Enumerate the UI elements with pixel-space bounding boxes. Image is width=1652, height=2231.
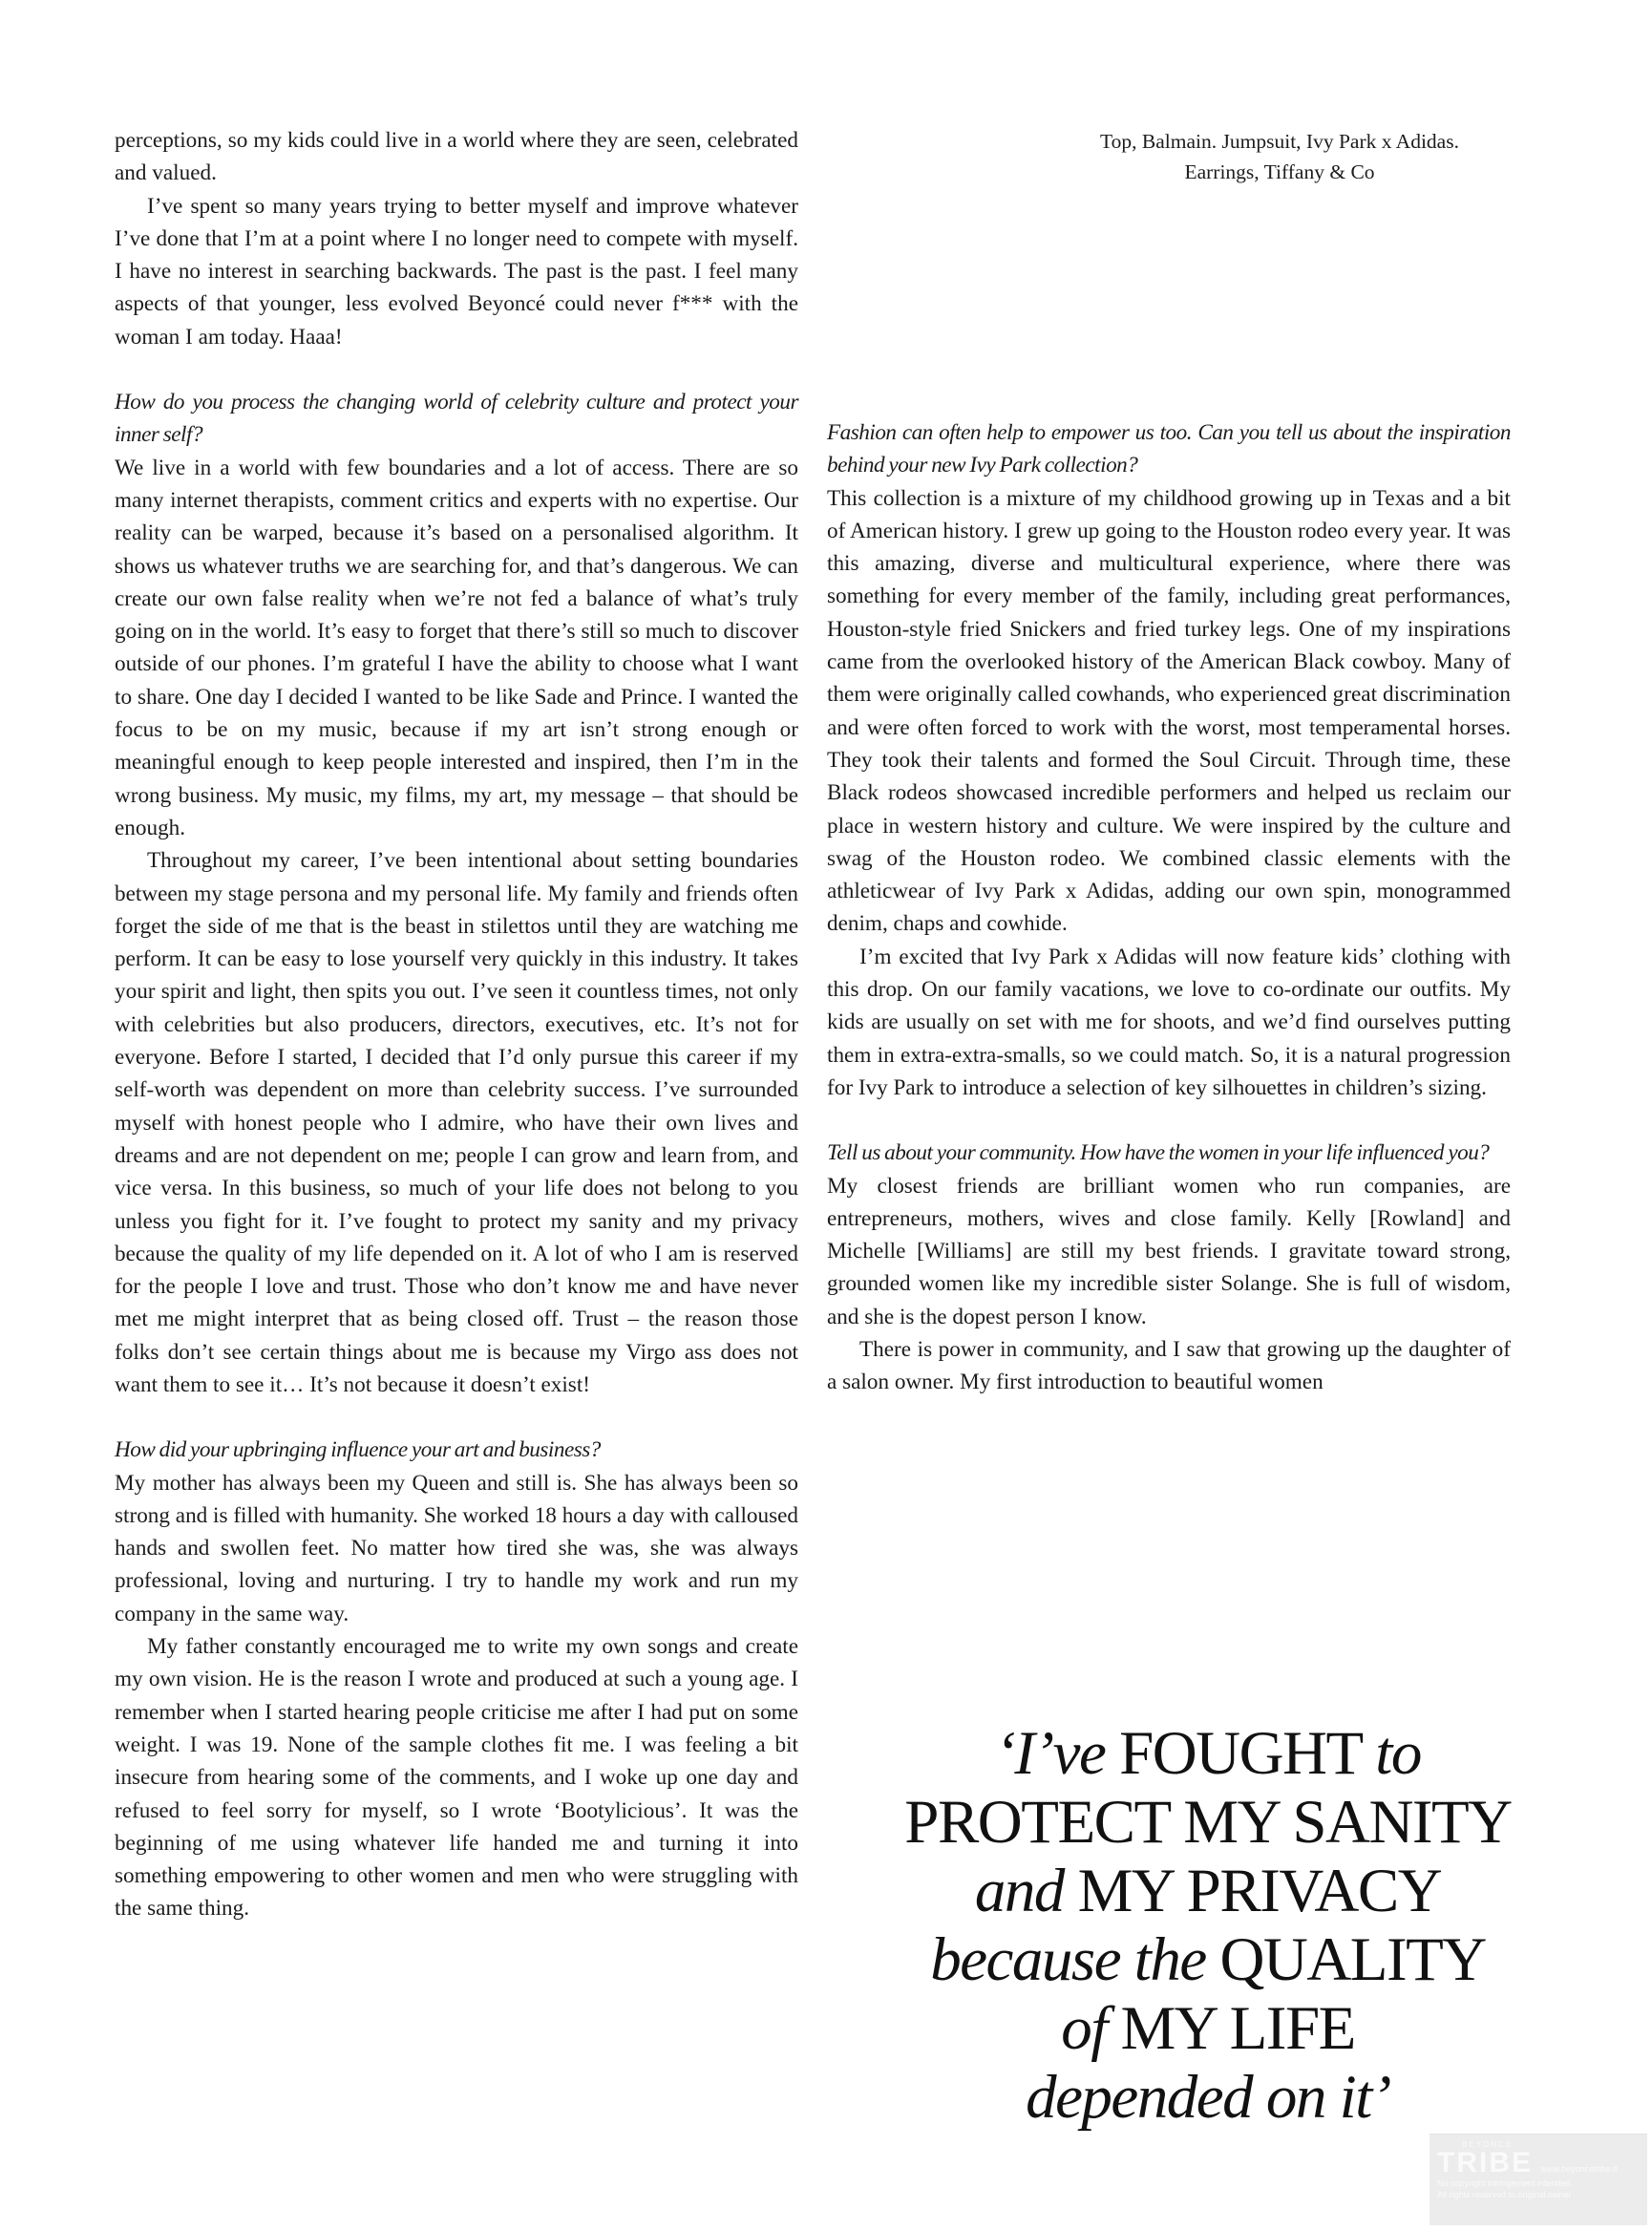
pull-quote-italic: to [1375, 1719, 1421, 1788]
site-watermark [1430, 2134, 1647, 2225]
interview-question: How did your upbringing influence your art and business? [115, 1437, 601, 1463]
photo-credit-caption [1031, 126, 1528, 187]
body-paragraph: My father constantly encouraged me to write my own songs and create my own vision. He is the reason I wrote and produced at such a young age. I remember when I started hearing people criticise me after I had put on some weight. I was 19. None of the sample clothes fit me. I was feeling a bit insecure from hearing some of the comments, and I woke up one day and refused to feel sorry for myself, so I wrote ‘Bootylicious’. It was the beginning of me using whatever life handed me and turning it into something empowering to other women and men who were struggling with the same thing. [115, 1634, 798, 1922]
body-paragraph: My closest friends are brilliant women who run companies, are entrepreneurs, mothers, wives and close family. Kelly [Rowland] and Michelle [Williams] are still my best friends. I gravitate toward strong, grounded women like my incredible sister Solange. She is full of wisdom, and she is the dopest person I know. [827, 1173, 1511, 1329]
watermark-small-text: BEYONCE [1462, 2140, 1514, 2149]
interview-question: Fashion can often help to empower us too. Can you tell us about the inspiration behind your new Ivy Park collection? [827, 420, 1511, 478]
pull-quote-line [840, 2063, 1576, 2132]
pull-quote-line [840, 1788, 1576, 1857]
caption-line: Earrings, Tiffany & Co [1184, 160, 1375, 183]
pull-quote-line [840, 1994, 1576, 2063]
body-paragraph: I’m excited that Ivy Park x Adidas will now feature kids’ clothing with this drop. On our family vacations, we love to co-ordinate our outfits. My kids are usually on set with me for shoots, and we’d find ourselves putting them in extra-extra-smalls, so we could match. So, it is a natural progression for Ivy Park to introduce a selection of key silhouettes in children’s sizing. [827, 944, 1511, 1100]
left-text-column [115, 124, 798, 1925]
pull-quote-italic: and [974, 1857, 1064, 1925]
body-paragraph: I’ve spent so many years trying to better myself and improve whatever I’ve done that I’m at a point where I no longer need to compete with myself. I have no interest in searching backwards. The past is the past. I feel many aspects of that younger, less evolved Beyoncé could never f*** with the woman I am today. Haaa! [115, 193, 798, 350]
watermark-note: All rights reserved to original owner [1437, 2190, 1572, 2199]
pull-quote-caps: MY LIFE [1120, 1994, 1355, 2063]
body-paragraph: Throughout my career, I’ve been intentional about setting boundaries between my stage persona and my personal life. My family and friends often forget the side of me that is the beast in stilettos until they are watching me perform. It can be easy to lose yourself very quickly in this industry. It takes your spirit and light, then spits you out. I’ve seen it countless times, not only with celebrities but also producers, directors, executives, etc. It’s not for everyone. Before I started, I decided that I’d only pursue this career if my self-worth was dependent on more than celebrity success. I’ve surrounded myself with honest people who I admire, who have their own lives and dreams and are not dependent on me; people I can grow and learn from, and vice versa. In this business, so much of your life does not belong to you unless you fight for it. I’ve fought to protect my sanity and my privacy because the quality of my life depended on it. A lot of who I am is reserved for the people I love and trust. Those who don’t know me and have never met me might interpret that as being closed off. Trust – the reason those folks don’t see certain things about me is because my Virgo ass does not want them to see it… It’s not because it doesn’t exist! [115, 848, 798, 1397]
pull-quote-line [840, 1857, 1576, 1925]
watermark-logo-text: TRIBE [1437, 2147, 1533, 2178]
interview-question: Tell us about your community. How have the women in your life influenced you? [827, 1140, 1490, 1166]
body-paragraph: There is power in community, and I saw that growing up the daughter of a salon owner. My first introduction to beautiful women [827, 1337, 1511, 1395]
pull-quote [840, 1719, 1576, 2132]
pull-quote-line [840, 1925, 1576, 1994]
pull-quote-italic: of [1061, 1994, 1107, 2063]
body-paragraph: This collection is a mixture of my childhood growing up in Texas and a bit of American history. I grew up going to the Houston rodeo every year. It was this amazing, diverse and multicultural experience, where there was something for every member of the family, including great performances, Houston-style fried Snickers and fried turkey legs. One of my inspirations came from the overlooked history of the American Black cowboy. Many of them were originally called cowhands, who experienced great discrimination and were often forced to work with the worst, most temperamental horses. They took their talents and formed the Soul Circuit. Through time, these Black rodeos showcased incredible performers and helped us reclaim our place in western history and culture. We were inspired by the culture and swag of the Houston rodeo. We combined classic elements with the athleticwear of Ivy Park x Adidas, adding our own spin, monogrammed denim, chaps and cowhide. [827, 485, 1511, 937]
body-paragraph: My mother has always been my Queen and still is. She has always been so strong and is filled with humanity. She worked 18 hours a day with calloused hands and swollen feet. No matter how tired she was, she was always professional, loving and nurturing. I try to handle my work and run my company in the same way. [115, 1470, 798, 1626]
caption-line: Top, Balmain. Jumpsuit, Ivy Park x Adidas. [1100, 130, 1459, 153]
body-paragraph: perceptions, so my kids could live in a world where they are seen, celebrated and valued. [115, 128, 798, 186]
pull-quote-caps: PROTECT MY SANITY [904, 1788, 1512, 1857]
right-text-column [827, 416, 1511, 1399]
pull-quote-italic: depended on it’ [1026, 2063, 1390, 2132]
watermark-url: www.beyoncetribe.it [1540, 2164, 1618, 2174]
pull-quote-italic: because the [930, 1925, 1206, 1994]
body-paragraph: We live in a world with few boundaries and a lot of access. There are so many internet therapists, comment critics and experts with no expertise. Our reality can be warped, because it’s based on a personalised algorithm. It shows us whatever truths we are searching for, and that’s dangerous. We can create our own false reality when we’re not fed a balance of what’s truly going on in the world. It’s easy to forget that there’s still so much to discover outside of our phones. I’m grateful I have the ability to choose what I want to share. One day I decided I wanted to be like Sade and Prince. I wanted the focus to be on my music, because if my art isn’t strong enough or meaningful enough to keep people interested and inspired, then I’m in the wrong business. My music, my films, my art, my message – that should be enough. [115, 455, 798, 840]
pull-quote-caps: MY PRIVACY [1077, 1857, 1442, 1925]
interview-question: How do you process the changing world of celebrity culture and protect your inner self? [115, 390, 798, 448]
pull-quote-caps: FOUGHT [1119, 1719, 1362, 1788]
pull-quote-caps: QUALITY [1219, 1925, 1486, 1994]
pull-quote-line [840, 1719, 1576, 1788]
pull-quote-italic: ‘I’ve [995, 1719, 1106, 1788]
watermark-note: No copyright infringement intended. [1437, 2178, 1574, 2188]
